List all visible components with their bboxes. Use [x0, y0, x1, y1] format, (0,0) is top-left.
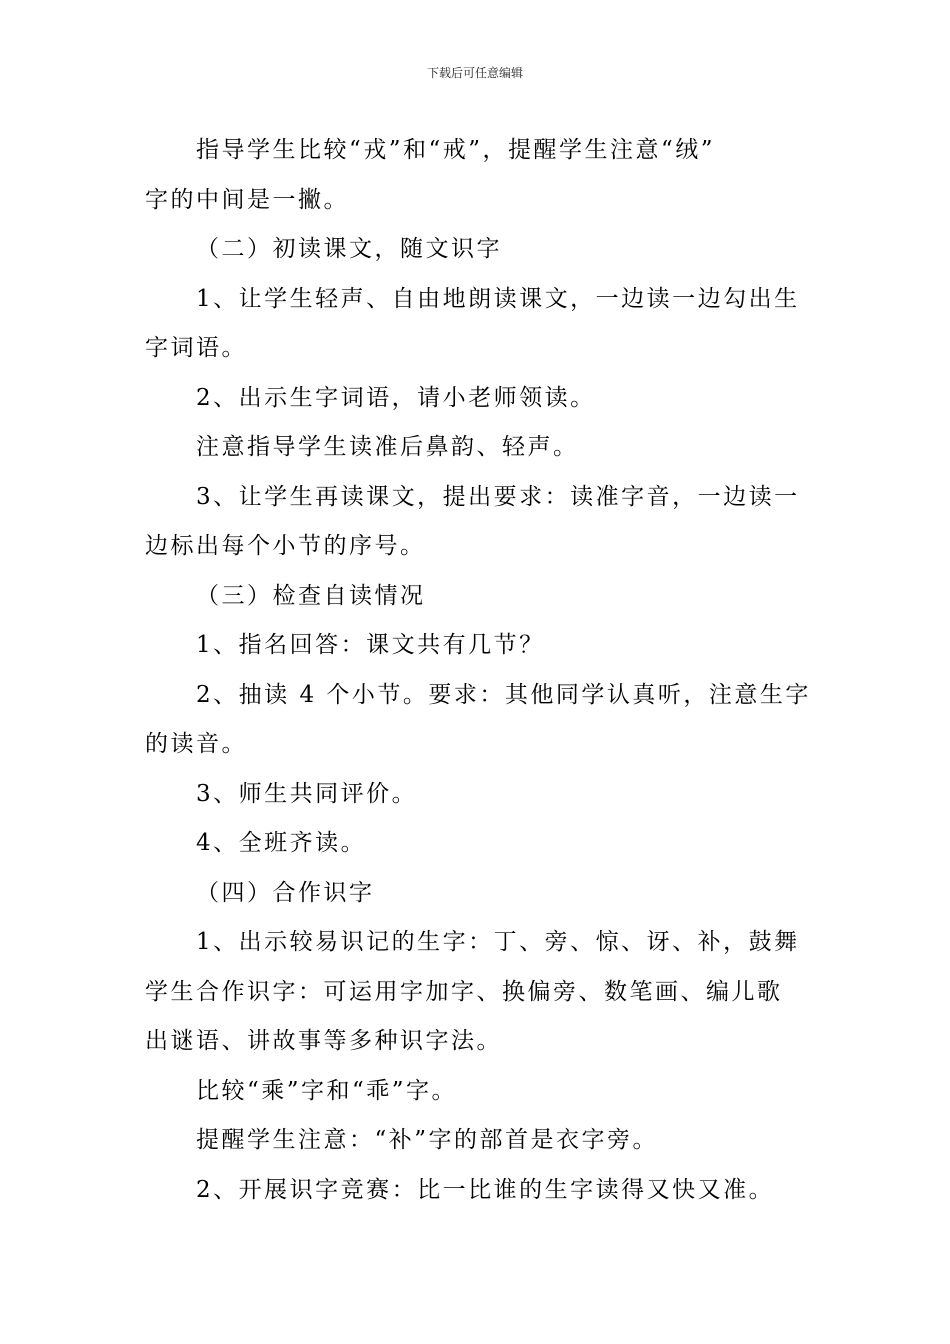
paragraph-line: 字词语。: [145, 335, 247, 361]
paragraph-line: 注意指导学生读准后鼻韵、轻声。: [196, 434, 579, 460]
paragraph-line: 的读音。: [145, 731, 247, 757]
section-heading: （二）初读课文，随文识字: [196, 236, 502, 262]
paragraph-line: 1、出示较易识记的生字：丁、旁、惊、讶、补，鼓舞: [196, 929, 800, 955]
paragraph-line: 1、指名回答：课文共有几节？: [196, 632, 545, 658]
paragraph-line: 指导学生比较“戎”和“戒”，提醒学生注意“绒”: [196, 137, 716, 163]
paragraph-line: 4、全班齐读。: [196, 830, 367, 856]
paragraph-line: 出谜语、讲故事等多种识字法。: [145, 1028, 502, 1054]
section-heading: （三）检查自读情况: [196, 582, 426, 609]
paragraph-line: 提醒学生注意：“补”字的部首是衣字旁。: [196, 1127, 659, 1153]
paragraph-line: 2、抽读 4 个小节。要求：其他同学认真听，注意生字: [196, 681, 811, 708]
paragraph-line: 3、师生共同评价。: [196, 780, 418, 807]
paragraph-line: 2、开展识字竞赛：比一比谁的生字读得又快又准。: [196, 1176, 775, 1203]
page-header: 下载后可任意编辑: [426, 66, 523, 80]
paragraph-line: 字的中间是一撇。: [145, 186, 349, 213]
document-body: [145, 126, 810, 1215]
paragraph-line: 2、出示生字词语，请小老师领读。: [196, 384, 596, 411]
paragraph-line: 比较“乘”字和“乖”字。: [196, 1077, 458, 1104]
paragraph-line: 3、让学生再读课文，提出要求：读准字音，一边读一: [196, 483, 800, 510]
paragraph-line: 1、让学生轻声、自由地朗读课文，一边读一边勾出生: [196, 285, 800, 312]
paragraph-line: 边标出每个小节的序号。: [145, 533, 426, 559]
section-heading: （四）合作识字: [196, 879, 375, 906]
paragraph-line: 学生合作识字：可运用字加字、换偏旁、数笔画、编儿歌: [145, 978, 783, 1005]
